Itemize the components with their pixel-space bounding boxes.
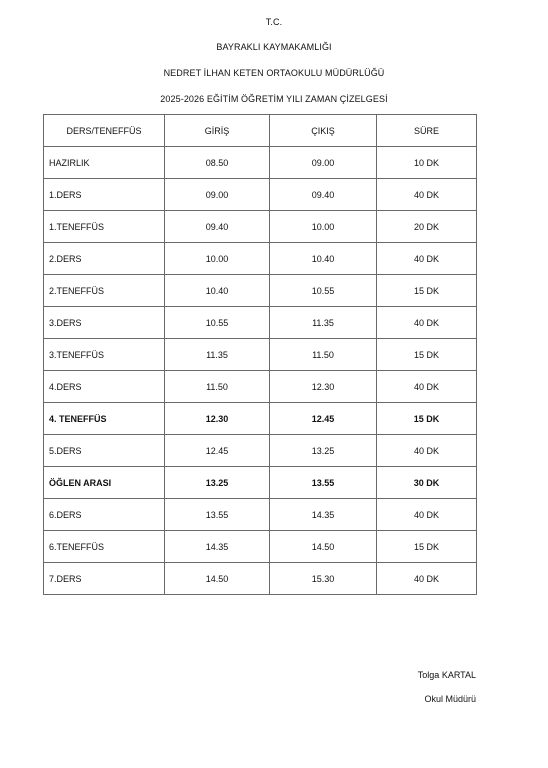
signatory-name: Tolga KARTAL xyxy=(417,670,476,680)
start-cell: 11.50 xyxy=(165,371,270,403)
column-header-duration: SÜRE xyxy=(377,115,477,147)
table-row xyxy=(44,179,477,211)
end-cell: 15.30 xyxy=(270,563,377,595)
table-row xyxy=(44,467,477,499)
period-cell: 2.TENEFFÜS xyxy=(44,275,165,307)
duration-cell: 40 DK xyxy=(377,243,477,275)
period-cell: 1.TENEFFÜS xyxy=(44,211,165,243)
end-cell: 13.55 xyxy=(270,467,377,499)
end-cell: 12.30 xyxy=(270,371,377,403)
table-row xyxy=(44,435,477,467)
duration-cell: 30 DK xyxy=(377,467,477,499)
table-row xyxy=(44,339,477,371)
period-cell: 7.DERS xyxy=(44,563,165,595)
period-cell: 6.DERS xyxy=(44,499,165,531)
end-cell: 09.00 xyxy=(270,147,377,179)
document-title: 2025-2026 EĞİTİM ÖĞRETİM YILI ZAMAN ÇİZELGESİ xyxy=(160,94,388,104)
start-cell: 09.40 xyxy=(165,211,270,243)
start-cell: 08.50 xyxy=(165,147,270,179)
table-row xyxy=(44,563,477,595)
duration-cell: 40 DK xyxy=(377,307,477,339)
start-cell: 09.00 xyxy=(165,179,270,211)
table-row xyxy=(44,403,477,435)
duration-cell: 40 DK xyxy=(377,435,477,467)
schedule-table xyxy=(43,114,477,595)
duration-cell: 15 DK xyxy=(377,531,477,563)
start-cell: 11.35 xyxy=(165,339,270,371)
duration-cell: 15 DK xyxy=(377,403,477,435)
period-cell: HAZIRLIK xyxy=(44,147,165,179)
duration-cell: 15 DK xyxy=(377,275,477,307)
start-cell: 10.00 xyxy=(165,243,270,275)
end-cell: 10.55 xyxy=(270,275,377,307)
period-cell: 4. TENEFFÜS xyxy=(44,403,165,435)
end-cell: 14.35 xyxy=(270,499,377,531)
start-cell: 13.25 xyxy=(165,467,270,499)
end-cell: 09.40 xyxy=(270,179,377,211)
end-cell: 12.45 xyxy=(270,403,377,435)
start-cell: 13.55 xyxy=(165,499,270,531)
duration-cell: 15 DK xyxy=(377,339,477,371)
end-cell: 13.25 xyxy=(270,435,377,467)
period-cell: 6.TENEFFÜS xyxy=(44,531,165,563)
start-cell: 10.40 xyxy=(165,275,270,307)
table-row xyxy=(44,371,477,403)
start-cell: 10.55 xyxy=(165,307,270,339)
period-cell: 5.DERS xyxy=(44,435,165,467)
start-cell: 12.45 xyxy=(165,435,270,467)
period-cell: 3.TENEFFÜS xyxy=(44,339,165,371)
column-header-start: GİRİŞ xyxy=(165,115,270,147)
table-row xyxy=(44,211,477,243)
table-row xyxy=(44,499,477,531)
header-tc: T.C. xyxy=(265,17,283,27)
end-cell: 11.50 xyxy=(270,339,377,371)
period-cell: 4.DERS xyxy=(44,371,165,403)
table-row xyxy=(44,243,477,275)
header-district: BAYRAKLI KAYMAKAMLIĞI xyxy=(216,42,332,52)
duration-cell: 40 DK xyxy=(377,499,477,531)
end-cell: 10.00 xyxy=(270,211,377,243)
end-cell: 11.35 xyxy=(270,307,377,339)
table-row xyxy=(44,531,477,563)
duration-cell: 20 DK xyxy=(377,211,477,243)
period-cell: ÖĞLEN ARASI xyxy=(44,467,165,499)
start-cell: 14.35 xyxy=(165,531,270,563)
column-header-period: DERS/TENEFFÜS xyxy=(44,115,165,147)
header-school: NEDRET İLHAN KETEN ORTAOKULU MÜDÜRLÜĞÜ xyxy=(163,68,385,78)
table-header-row xyxy=(44,115,477,147)
table-row xyxy=(44,275,477,307)
schedule-body xyxy=(44,147,477,595)
duration-cell: 40 DK xyxy=(377,563,477,595)
table-row xyxy=(44,307,477,339)
period-cell: 2.DERS xyxy=(44,243,165,275)
column-header-end: ÇIKIŞ xyxy=(270,115,377,147)
duration-cell: 10 DK xyxy=(377,147,477,179)
end-cell: 10.40 xyxy=(270,243,377,275)
end-cell: 14.50 xyxy=(270,531,377,563)
period-cell: 3.DERS xyxy=(44,307,165,339)
signatory-title: Okul Müdürü xyxy=(424,694,476,704)
period-cell: 1.DERS xyxy=(44,179,165,211)
duration-cell: 40 DK xyxy=(377,179,477,211)
table-row xyxy=(44,147,477,179)
duration-cell: 40 DK xyxy=(377,371,477,403)
start-cell: 14.50 xyxy=(165,563,270,595)
start-cell: 12.30 xyxy=(165,403,270,435)
